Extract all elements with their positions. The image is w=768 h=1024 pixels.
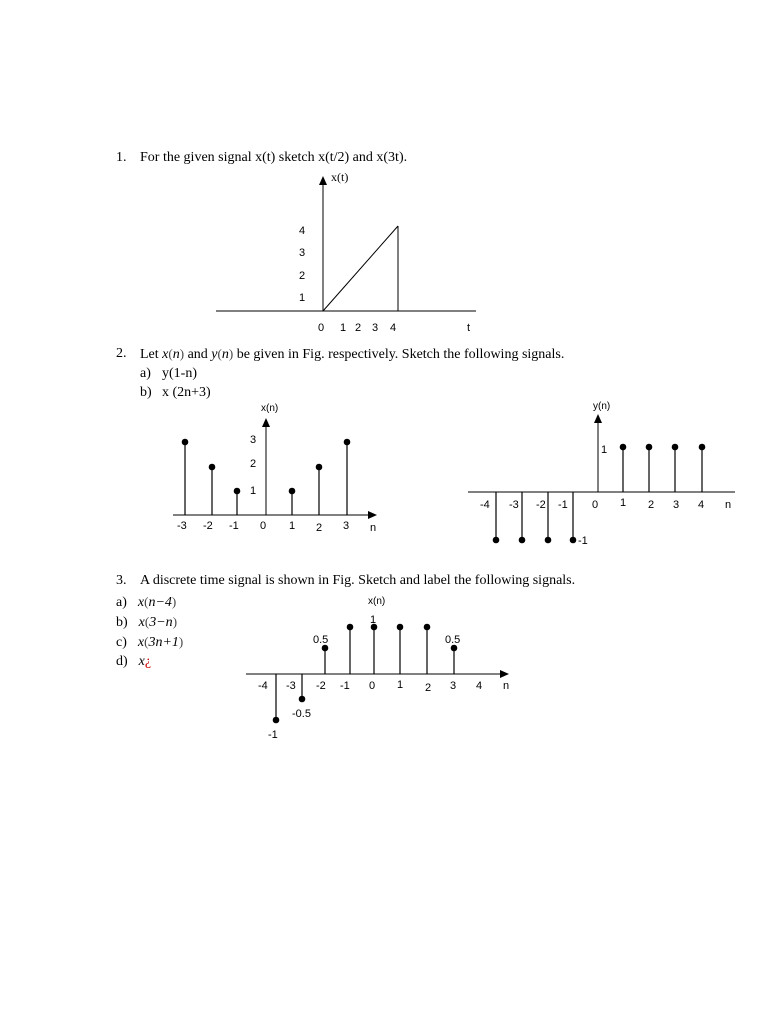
- q3-part-d-symbol: x: [138, 654, 145, 669]
- q3-stem-dot: [347, 624, 354, 631]
- q2-xn-title: x(n): [261, 403, 279, 414]
- q1-x-tick: 1: [340, 322, 347, 334]
- q2-text-after: be given in Fig. respectively. Sketch the following signals.: [233, 347, 565, 362]
- q3-part-c-label: c): [116, 635, 127, 650]
- q3-value-label: 1: [370, 614, 377, 626]
- q3-part-a-symbol: x: [137, 595, 145, 610]
- q2-yn-x-tick: -4: [480, 499, 490, 511]
- q2-xn-y-tick: 1: [250, 485, 257, 497]
- q1-y-tick: 4: [299, 225, 306, 237]
- q3-value-label: -0.5: [292, 708, 311, 720]
- q2-xn-x-tick: -2: [203, 520, 213, 532]
- question-3-text: A discrete time signal is shown in Fig. Sketch and label the following signals.: [140, 573, 576, 588]
- q3-part-b-label: b): [116, 615, 128, 630]
- q1-y-tick: 2: [299, 270, 306, 282]
- q2-yn-x-tick: 1: [620, 497, 627, 509]
- q1-x-tick: 2: [355, 322, 362, 334]
- q2-part-a-text: y(1-n): [162, 366, 197, 381]
- q3-x-tick: -2: [316, 680, 326, 692]
- q3-part-a-arg: n−4: [148, 595, 172, 610]
- q3-title: x(n): [368, 596, 386, 607]
- q2-yn-y-tick: 1: [601, 444, 608, 456]
- q3-stem-dot: [273, 717, 280, 724]
- q2-yn-x-tick: -2: [536, 499, 546, 511]
- q2-part-a-label: a): [140, 366, 151, 381]
- q2-bracket-close: ): [179, 346, 185, 361]
- q2-yn-neg-label: -1: [578, 535, 588, 547]
- q2-xn-x-tick: 2: [316, 522, 323, 534]
- q3-part-b-arg: 3−n: [149, 615, 173, 630]
- q2-xn-x-tick: -3: [177, 520, 187, 532]
- q2-yn-x-tick: 4: [698, 499, 705, 511]
- q3-stem-dot: [397, 624, 404, 631]
- q2-xn-y-tick: 2: [250, 458, 257, 470]
- q3-value-label: 0.5: [313, 634, 329, 646]
- q2-n-symbol: n: [172, 347, 180, 362]
- q3-x-tick: 1: [397, 679, 404, 691]
- q3-bracket-open: (: [144, 614, 150, 629]
- q1-x-tick: 4: [390, 322, 397, 334]
- q2-yn-x-tick: 2: [648, 499, 655, 511]
- q3-x-tick: -4: [258, 680, 268, 692]
- q3-bracket-close: ): [172, 614, 178, 629]
- q2-yn-title: y(n): [593, 401, 611, 412]
- q2-xn-x-tick: 0: [260, 520, 267, 532]
- q2-yn-x-tick: -3: [509, 499, 519, 511]
- question-1-number: 1.: [116, 150, 127, 165]
- q1-y-tick: 3: [299, 247, 306, 259]
- q3-x-tick: 0: [369, 680, 376, 692]
- q3-x-tick: 4: [476, 680, 483, 692]
- q3-x-tick: 3: [450, 680, 457, 692]
- q2-yn-x-tick: 0: [592, 499, 599, 511]
- q1-x-tick: 0: [318, 322, 325, 334]
- q2-xn-axis-label: n: [370, 522, 377, 534]
- q2-bracket-open: (: [217, 346, 222, 361]
- q2-xn-x-tick: -1: [229, 520, 239, 532]
- q2-n-symbol: n: [221, 347, 229, 362]
- q3-bracket-close: ): [178, 634, 184, 649]
- q3-stem-dot: [424, 624, 431, 631]
- q1-x-tick: 3: [372, 322, 379, 334]
- question-3-number: 3.: [116, 573, 127, 588]
- q2-x-symbol: x: [162, 347, 169, 362]
- q3-part-c-symbol: x: [137, 635, 145, 650]
- q3-bracket-open: (: [144, 634, 149, 649]
- q2-part-b-text: x (2n+3): [162, 385, 211, 400]
- question-1-text: For the given signal x(t) sketch x(t/2) and x(3t).: [140, 150, 408, 165]
- q3-stem-dot: [299, 696, 306, 703]
- q3-part-d-arg: ¿: [144, 654, 152, 669]
- q3-x-tick: -3: [286, 680, 296, 692]
- q3-x-tick: 2: [425, 682, 432, 694]
- q3-n-arrow-icon: [500, 670, 509, 678]
- q3-bracket-open: (: [144, 594, 149, 609]
- q2-yn-axis-label: n: [725, 499, 732, 511]
- q3-part-b-symbol: x: [138, 615, 145, 630]
- q2-y-symbol: y: [211, 347, 218, 362]
- q3-value-label: 0.5: [445, 634, 461, 646]
- question-2-number: 2.: [116, 346, 127, 361]
- q3-axis-label: n: [503, 680, 510, 692]
- q2-xn-x-tick: 1: [289, 520, 296, 532]
- q3-x-tick: -1: [340, 680, 350, 692]
- q3-part-a-label: a): [116, 595, 127, 610]
- q2-text-before: Let: [140, 347, 163, 362]
- q1-y-tick: 1: [299, 292, 306, 304]
- q2-yn-x-tick: 3: [673, 499, 680, 511]
- q1-x-label: t: [467, 322, 471, 334]
- q3-part-c-arg: 3n+1: [148, 635, 179, 650]
- q3-value-label: -1: [268, 729, 278, 741]
- q3-bracket-close: ): [171, 594, 177, 609]
- q1-y-label: x(t): [331, 170, 349, 184]
- q2-yn-x-tick: -1: [558, 499, 568, 511]
- q2-xn-y-tick: 3: [250, 434, 257, 446]
- q2-part-b-label: b): [140, 385, 152, 400]
- q2-bracket-close: ): [228, 346, 234, 361]
- q2-xn-x-tick: 3: [343, 520, 350, 532]
- q2-bracket-open: (: [168, 346, 173, 361]
- q3-part-d-label: d): [116, 654, 128, 669]
- q2-text-mid: and: [184, 347, 212, 362]
